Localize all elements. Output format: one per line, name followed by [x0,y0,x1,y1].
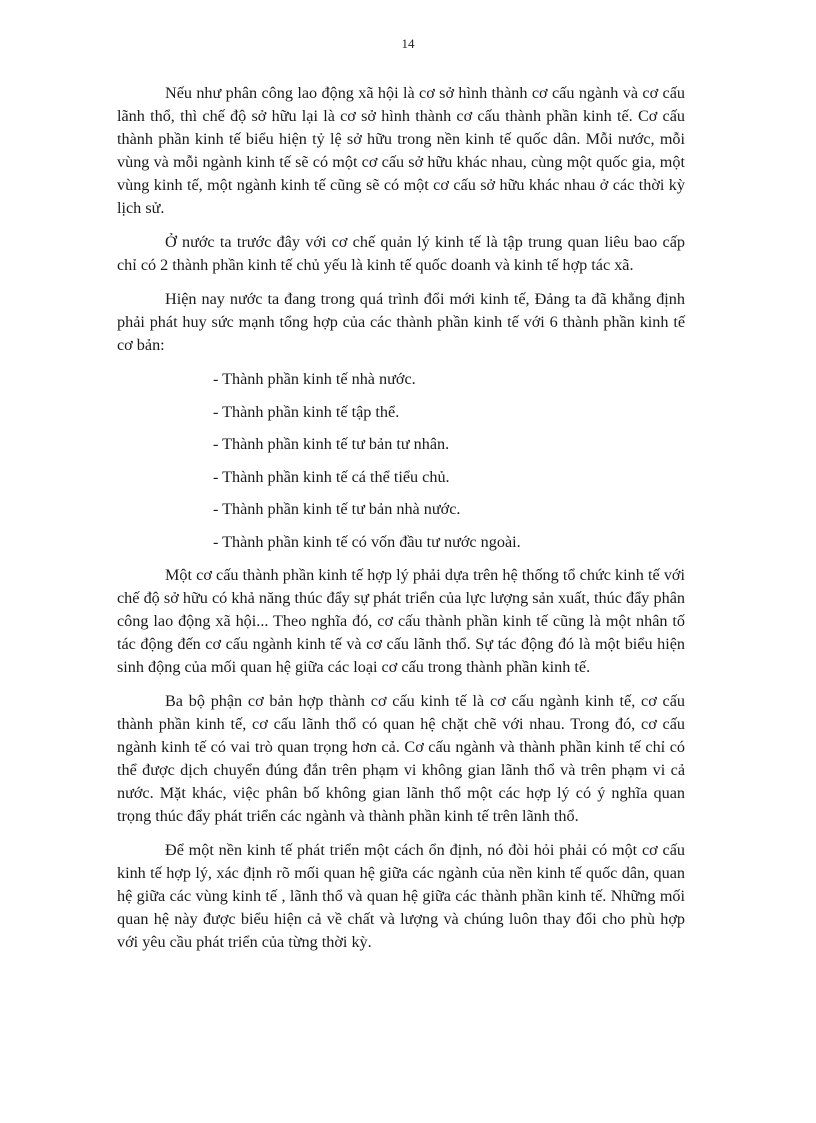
paragraph-stable-development: Để một nền kinh tế phát triển một cách ổn định, nó đòi hỏi phải có một cơ cấu kinh tế hợp lý, xác định rõ mối quan hệ giữa các ngành của nền kinh tế quốc dân, quan hệ giữa các vùng kinh tế , lãnh thổ và quan hệ giữa các thành phần kinh tế. Những mối quan hệ này được biểu hiện cả về chất và lượng và chúng luôn thay đổi cho phù hợp với yêu cầu phát triển của từng thời kỳ. [117,840,685,951]
list-item: - Thành phần kinh tế có vốn đầu tư nước ngoài. [213,532,521,551]
list-item: - Thành phần kinh tế tư bản nhà nước. [213,500,461,519]
document-body [117,82,685,965]
paragraph-three-components: Ba bộ phận cơ bản hợp thành cơ cấu kinh tế là cơ cấu ngành kinh tế, cơ cấu thành phần kinh tế, cơ cấu lãnh thổ có quan hệ chặt chẽ với nhau. Trong đó, cơ cấu ngành kinh tế có vai trò quan trọng hơn cả. Cơ cấu ngành và thành phần kinh tế chỉ có thể được dịch chuyển đúng đắn trên phạm vi không gian lãnh thổ và trên phạm vi cả nước. Mặt khác, việc phân bố không gian lãnh thổ một các hợp lý có ý nghĩa quan trọng thúc đẩy phát triển các ngành và thành phần kinh tế trên lãnh thổ. [117,691,685,825]
page-number: 14 [401,36,415,51]
paragraph-ownership-structure: Nếu như phân công lao động xã hội là cơ sở hình thành cơ cấu ngành và cơ cấu lãnh thổ, thì chế độ sở hữu lại là cơ sở hình thành cơ cấu thành phần kinh tế. Cơ cấu thành phần kinh tế biểu hiện tỷ lệ sở hữu trong nền kinh tế quốc dân. Mỗi nước, mỗi vùng và mỗi ngành kinh tế sẽ có một cơ cấu sở hữu khác nhau, cùng một quốc gia, một vùng kinh tế, một ngành kinh tế cũng sẽ có một cơ cấu sở hữu khác nhau ở các thời kỳ lịch sử. [117,84,685,217]
paragraph-rational-structure: Một cơ cấu thành phần kinh tế hợp lý phải dựa trên hệ thống tổ chức kinh tế với chế độ sở hữu có khả năng thúc đẩy sự phát triển của lực lượng sản xuất, thúc đẩy phân công lao động xã hội... Theo nghĩa đó, cơ cấu thành phần kinh tế cũng là một nhân tố tác động đến cơ cấu ngành kinh tế và cơ cấu lãnh thổ. Sự tác động đó là một biểu hiện sinh động của mối quan hệ giữa các loại cơ cấu trong thành phần kinh tế. [117,565,685,676]
economic-sectors-list [213,368,685,554]
list-item: - Thành phần kinh tế tư bản tư nhân. [213,435,450,454]
paragraph-current-reform: Hiện nay nước ta đang trong quá trình đổi mới kinh tế, Đảng ta đã khẳng định phải phát huy sức mạnh tổng hợp của các thành phần kinh tế với 6 thành phần kinh tế cơ bản: [117,290,685,354]
list-item: - Thành phần kinh tế tập thể. [213,402,400,421]
list-item: - Thành phần kinh tế cá thể tiểu chủ. [213,467,450,486]
list-item: - Thành phần kinh tế nhà nước. [213,370,416,388]
paragraph-historical-sectors: Ở nước ta trước đây với cơ chế quản lý kinh tế là tập trung quan liêu bao cấp chỉ có 2 thành phần kinh tế chủ yếu là kinh tế quốc doanh và kinh tế hợp tác xã. [117,233,685,274]
